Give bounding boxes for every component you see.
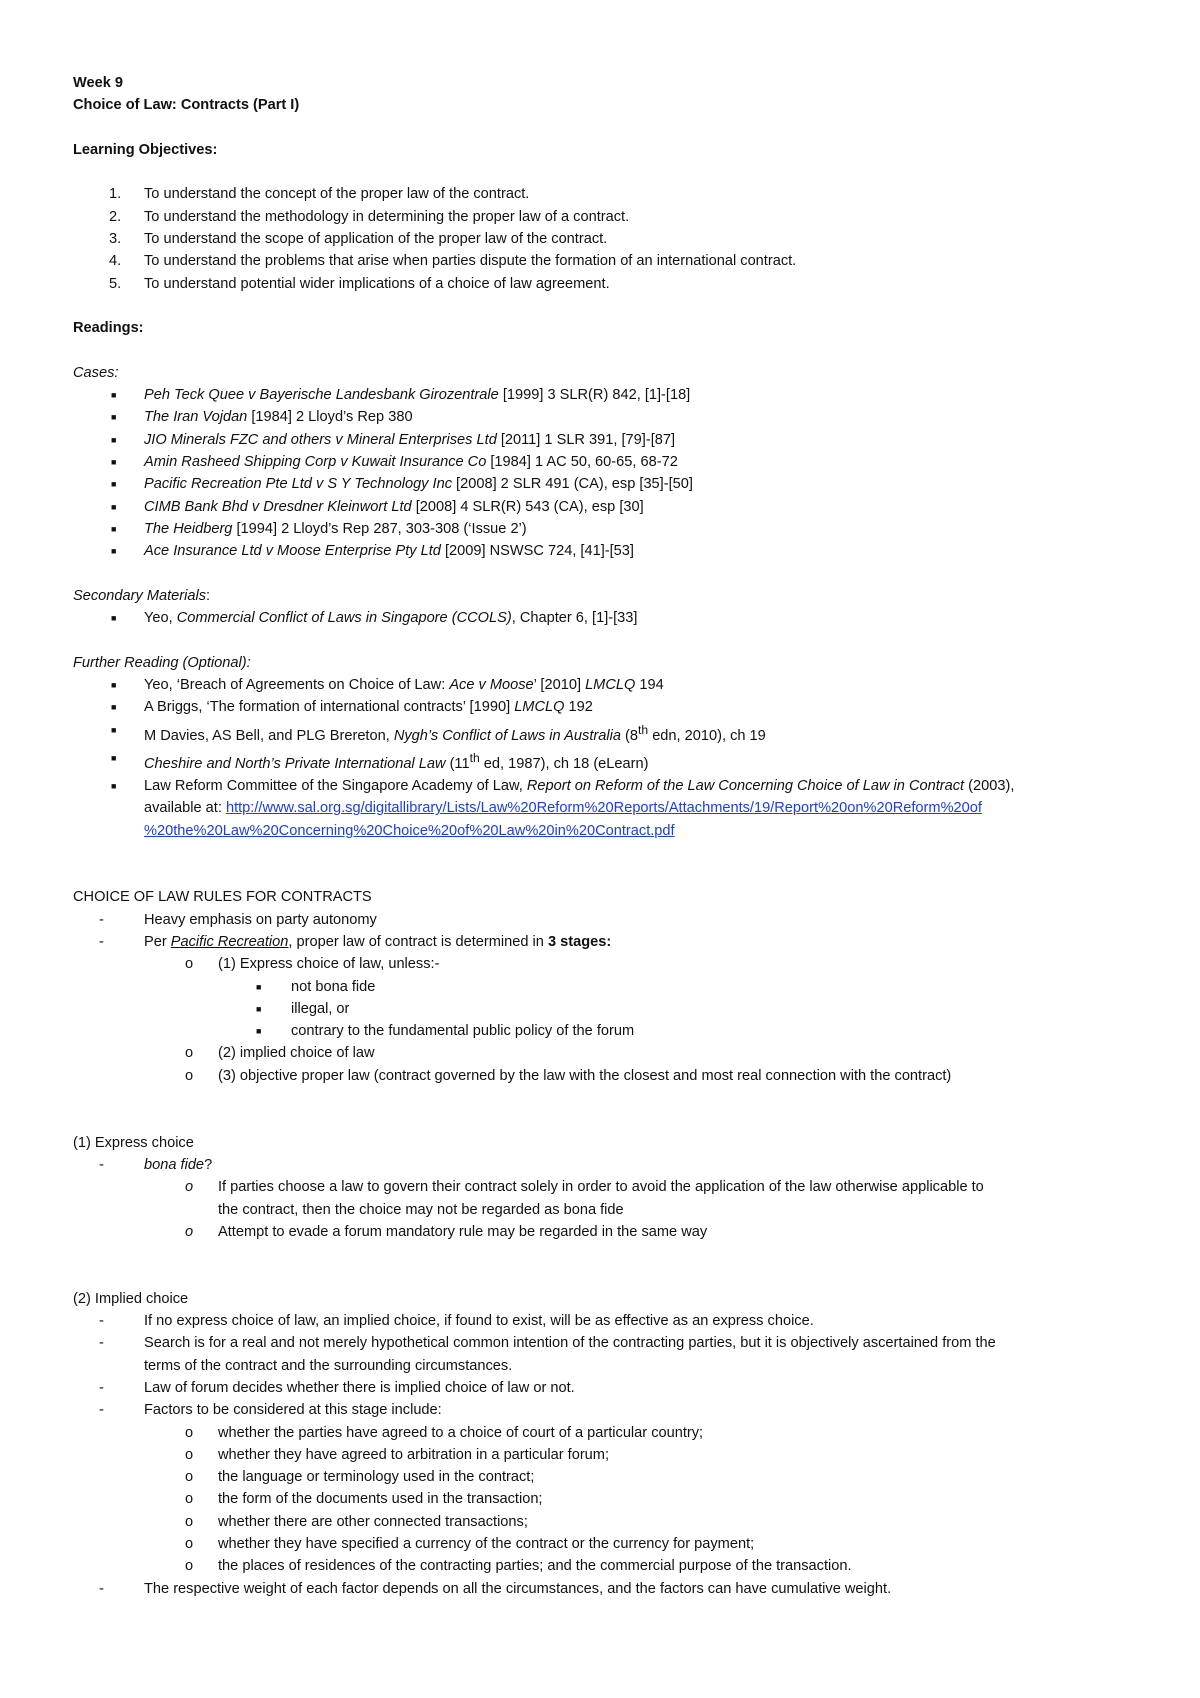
case-item: ■ The Iran Vojdan [1984] 2 Lloyd’s Rep 380 (73, 406, 1153, 428)
express-heading: (1) Express choice (73, 1134, 194, 1151)
further-item-link-line: available at: http://www.sal.org.sg/digitallibrary/Lists/Law%20Reform%20Reports/Attachments/19/Report%20on%20Reform%20of (144, 800, 982, 817)
secondary-label: Secondary Materials: (73, 587, 211, 604)
exception-item: ■ not bona fide (73, 976, 1153, 998)
bullet-icon: ■ (111, 752, 117, 763)
objectives-list (73, 183, 1153, 294)
report-link[interactable]: http://www.sal.org.sg/digitallibrary/Lists/Law%20Reform%20Reports/Attachments/19/Report%20on%20Reform%20of (225, 800, 982, 817)
further-item: ■ Cheshire and North’s Private International Law (11th ed, 1987), ch 18 (eLearn) (73, 747, 1153, 775)
case-item: ■ Peh Teck Quee v Bayerische Landesbank Girozentrale [1999] 3 SLR(R) 842, [1]-[18] (73, 384, 1153, 406)
report-link-continued[interactable]: %20the%20Law%20Concerning%20Choice%20of%20Law%20in%20Contract.pdf (144, 822, 675, 839)
objective-item: 1. To understand the concept of the proper law of the contract. (109, 186, 530, 203)
bullet-icon: ■ (256, 981, 262, 992)
page-title: Choice of Law: Contracts (Part I) (73, 97, 300, 114)
case-item: ■ Ace Insurance Ltd v Moose Enterprise Pty Ltd [2009] NSWSC 724, [41]-[53] (73, 540, 1153, 562)
implied-item: - Search is for a real and not merely hypothetical common intention of the contracting parties, but it is objectively ascertained from the (99, 1335, 996, 1352)
implied-item: - If no express choice of law, an implied choice, if found to exist, will be as effective as an express choice. (99, 1313, 814, 1330)
cases-label: Cases: (73, 364, 119, 381)
factor-item: o the places of residences of the contracting parties; and the commercial purpose of the transaction. (185, 1558, 852, 1575)
bullet-icon: ■ (111, 680, 117, 691)
express-point: o If parties choose a law to govern their contract solely in order to avoid the application of the law otherwise applicable to (185, 1179, 984, 1196)
objective-item: 2. To understand the methodology in determining the proper law of a contract. (109, 208, 630, 225)
case-item: ■ Pacific Recreation Pte Ltd v S Y Technology Inc [2008] 2 SLR 491 (CA), esp [35]-[50] (73, 473, 1153, 495)
bullet-icon: ■ (111, 479, 117, 490)
case-item: ■ Amin Rasheed Shipping Corp v Kuwait Insurance Co [1984] 1 AC 50, 60-65, 68-72 (73, 451, 1153, 473)
document-page (73, 72, 1153, 1600)
express-item: - bona fide? (99, 1156, 213, 1173)
factor-item: o the form of the documents used in the transaction; (185, 1491, 543, 1508)
further-item: ■ M Davies, AS Bell, and PLG Brereton, Nygh’s Conflict of Laws in Australia (8th edn, 2010), ch 19 (73, 719, 1153, 747)
objective-item: 5. To understand potential wider implications of a choice of law agreement. (109, 275, 610, 292)
factor-item: o whether they have agreed to arbitration in a particular forum; (185, 1446, 610, 1463)
objective-item: 4. To understand the problems that arise when parties dispute the formation of an international contract. (109, 253, 797, 270)
bullet-icon: ■ (111, 724, 117, 735)
factor-item: o whether they have specified a currency of the contract or the currency for payment; (185, 1536, 755, 1553)
stage-item: o (3) objective proper law (contract governed by the law with the closest and most real connection with the contract) (185, 1067, 952, 1084)
objective-item: 3. To understand the scope of application of the proper law of the contract. (109, 231, 608, 248)
further-item: ■ Yeo, ‘Breach of Agreements on Choice of Law: Ace v Moose’ [2010] LMCLQ 194 (73, 674, 1153, 696)
bullet-icon: ■ (111, 613, 117, 624)
factors-list (73, 1422, 1153, 1578)
bullet-icon: ■ (111, 412, 117, 423)
bullet-icon: ■ (111, 390, 117, 401)
objectives-heading: Learning Objectives: (73, 141, 218, 158)
stage-item: o (1) Express choice of law, unless:- (185, 956, 440, 973)
bullet-icon: ■ (256, 1026, 262, 1037)
rules-item: - Heavy emphasis on party autonomy (99, 911, 377, 928)
further-item: ■ Law Reform Committee of the Singapore Academy of Law, Report on Reform of the Law Concerning Choice of Law in Contract (2003), (73, 775, 1153, 797)
implied-item-continued: terms of the contract and the surrounding circumstances. (144, 1357, 513, 1374)
case-item: ■ CIMB Bank Bhd v Dresdner Kleinwort Ltd [2008] 4 SLR(R) 543 (CA), esp [30] (73, 496, 1153, 518)
stage-item: o (2) implied choice of law (185, 1045, 375, 1062)
bullet-icon: ■ (111, 546, 117, 557)
exception-item: ■ contrary to the fundamental public policy of the forum (73, 1020, 1153, 1042)
further-item: ■ A Briggs, ‘The formation of international contracts’ [1990] LMCLQ 192 (73, 696, 1153, 718)
bullet-icon: ■ (111, 780, 117, 791)
further-item-link-line (73, 820, 1153, 842)
implied-item: - Factors to be considered at this stage include: (99, 1402, 442, 1419)
express-point: o Attempt to evade a forum mandatory rule may be regarded in the same way (185, 1223, 708, 1240)
case-item: ■ The Heidberg [1994] 2 Lloyd’s Rep 287, 303-308 (‘Issue 2’) (73, 518, 1153, 540)
factor-item: o whether there are other connected transactions; (185, 1513, 528, 1530)
week-label: Week 9 (73, 75, 124, 91)
implied-item: - The respective weight of each factor depends on all the circumstances, and the factors can have cumulative weight. (99, 1580, 892, 1597)
factor-item: o whether the parties have agreed to a choice of court of a particular country; (185, 1424, 704, 1441)
bullet-icon: ■ (111, 523, 117, 534)
bullet-icon: ■ (111, 434, 117, 445)
rules-item: - Per Pacific Recreation, proper law of contract is determined in 3 stages: (99, 934, 612, 950)
case-item: ■ JIO Minerals FZC and others v Mineral Enterprises Ltd [2011] 1 SLR 391, [79]-[87] (73, 429, 1153, 451)
implied-item: - Law of forum decides whether there is implied choice of law or not. (99, 1379, 575, 1396)
cases-list (73, 384, 1153, 562)
rules-heading: CHOICE OF LAW RULES FOR CONTRACTS (73, 889, 372, 906)
factor-item: o the language or terminology used in the contract; (185, 1469, 535, 1486)
implied-heading: (2) Implied choice (73, 1290, 189, 1307)
secondary-item: ■ Yeo, Commercial Conflict of Laws in Singapore (CCOLS), Chapter 6, [1]-[33] (73, 607, 1153, 629)
bullet-icon: ■ (111, 457, 117, 468)
bullet-icon: ■ (111, 501, 117, 512)
bullet-icon: ■ (111, 702, 117, 713)
bullet-icon: ■ (256, 1003, 262, 1014)
further-list (73, 674, 1153, 842)
express-point-continued: the contract, then the choice may not be regarded as bona fide (218, 1201, 624, 1218)
readings-heading: Readings: (73, 320, 144, 337)
exception-item: ■ illegal, or (73, 998, 1153, 1020)
further-label: Further Reading (Optional): (73, 654, 251, 671)
